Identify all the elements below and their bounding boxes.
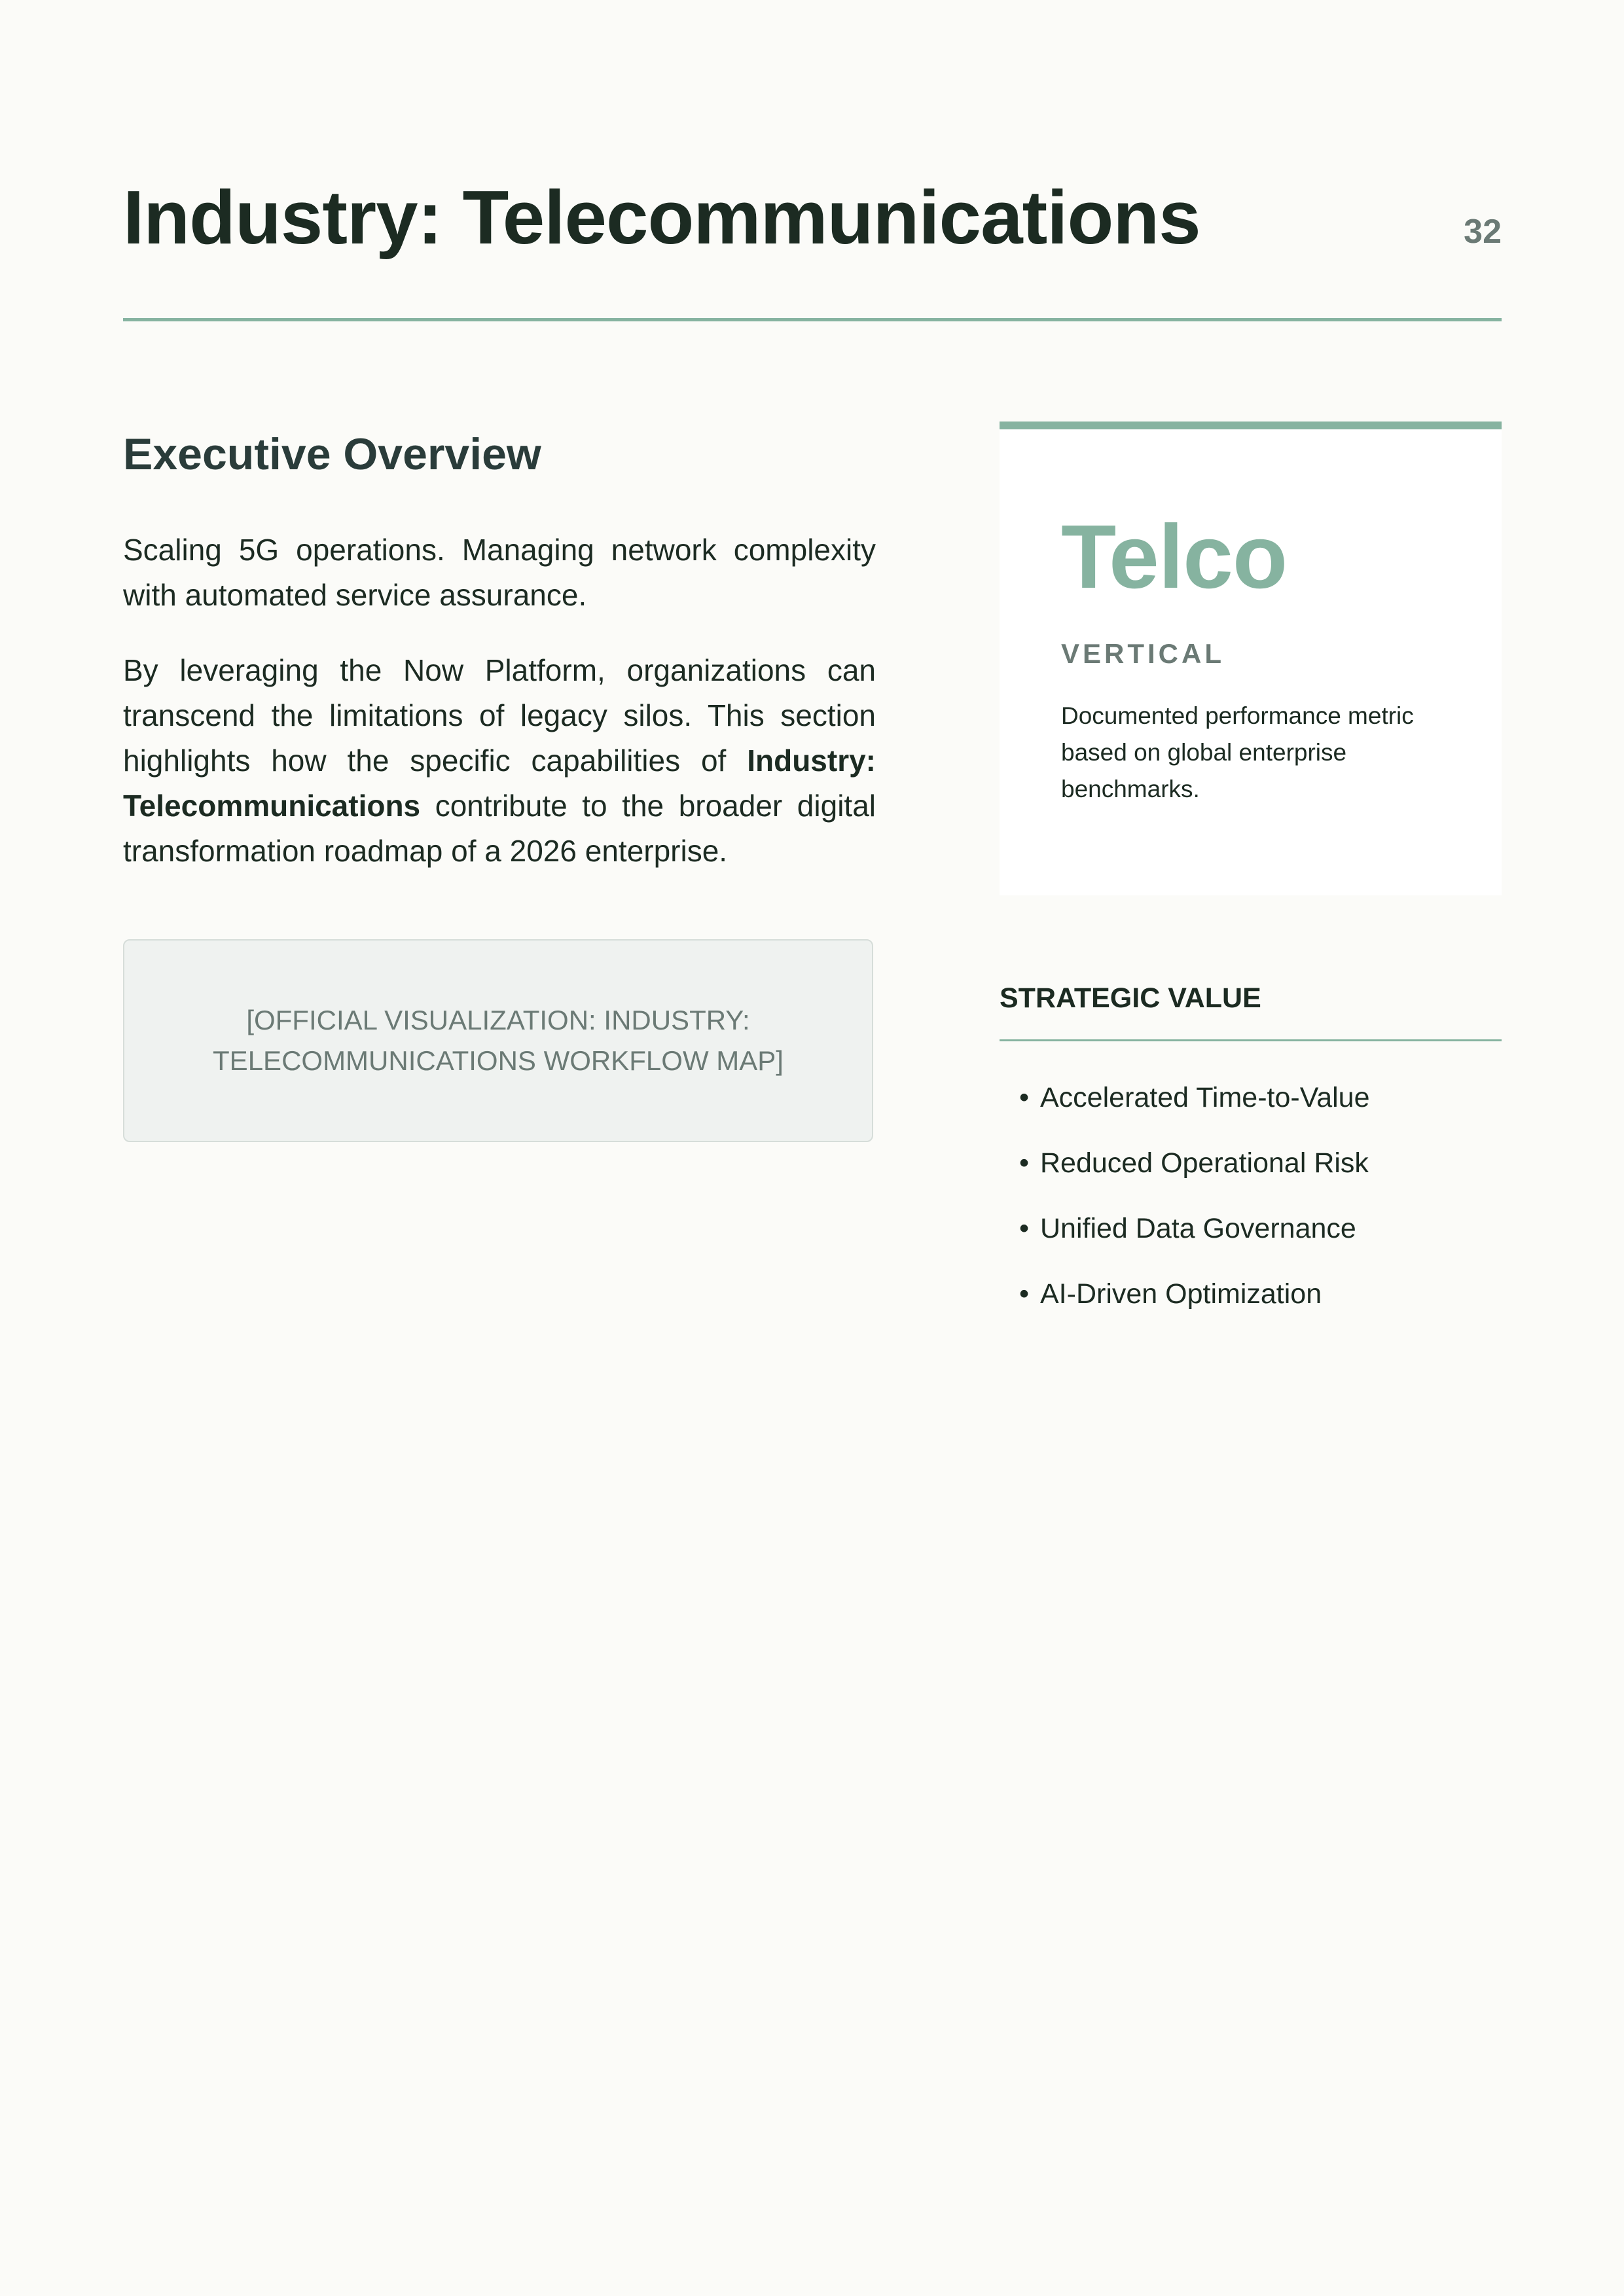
body-text-emphasis: Industry: Telecommunications — [123, 744, 876, 823]
stat-label: VERTICAL — [1061, 638, 1225, 669]
body-text-end: contribute to the broader digital transformation roadmap of a 2026 enterprise. — [123, 789, 876, 868]
bullet-icon: • — [1019, 1147, 1030, 1179]
overview-column — [123, 424, 876, 1142]
page-number: 32 — [1464, 213, 1502, 251]
list-item-label: Accelerated Time-to-Value — [1040, 1082, 1370, 1113]
stat-description: Documented performance metric based on global enterprise benchmarks. — [1061, 702, 1414, 802]
bullet-icon: • — [1019, 1278, 1030, 1310]
body-text-start: By leveraging the Now Platform, organizations can transcend the limitations of legacy silos. This section highlights how the specific capabilities of — [123, 653, 876, 778]
page-header — [123, 171, 1502, 321]
sidebar-column — [1000, 422, 1502, 1327]
list-item — [1019, 1196, 1502, 1261]
document-page — [123, 0, 1502, 2296]
stat-card — [1000, 422, 1502, 895]
list-item — [1019, 1065, 1502, 1130]
stat-value: Telco — [1061, 507, 1288, 607]
strategic-value-list — [1000, 1065, 1502, 1327]
visualization-placeholder-text: [OFFICIAL VISUALIZATION: INDUSTRY: TELECOMMUNICATIONS WORKFLOW MAP] — [213, 1005, 784, 1076]
page-title: Industry: Telecommunications — [123, 175, 1200, 260]
body-paragraph — [123, 648, 876, 874]
bullet-icon: • — [1019, 1213, 1030, 1244]
list-item — [1019, 1130, 1502, 1196]
bullet-icon: • — [1019, 1082, 1030, 1113]
list-item-label: Unified Data Governance — [1040, 1213, 1356, 1244]
visualization-placeholder — [123, 939, 873, 1142]
list-item-label: Reduced Operational Risk — [1040, 1147, 1369, 1179]
section-heading: Executive Overview — [123, 429, 541, 479]
list-item — [1019, 1261, 1502, 1327]
list-item-label: AI-Driven Optimization — [1040, 1278, 1322, 1310]
intro-paragraph: Scaling 5G operations. Managing network complexity with automated service assurance. — [123, 533, 876, 612]
strategic-value-heading: STRATEGIC VALUE — [1000, 982, 1502, 1041]
